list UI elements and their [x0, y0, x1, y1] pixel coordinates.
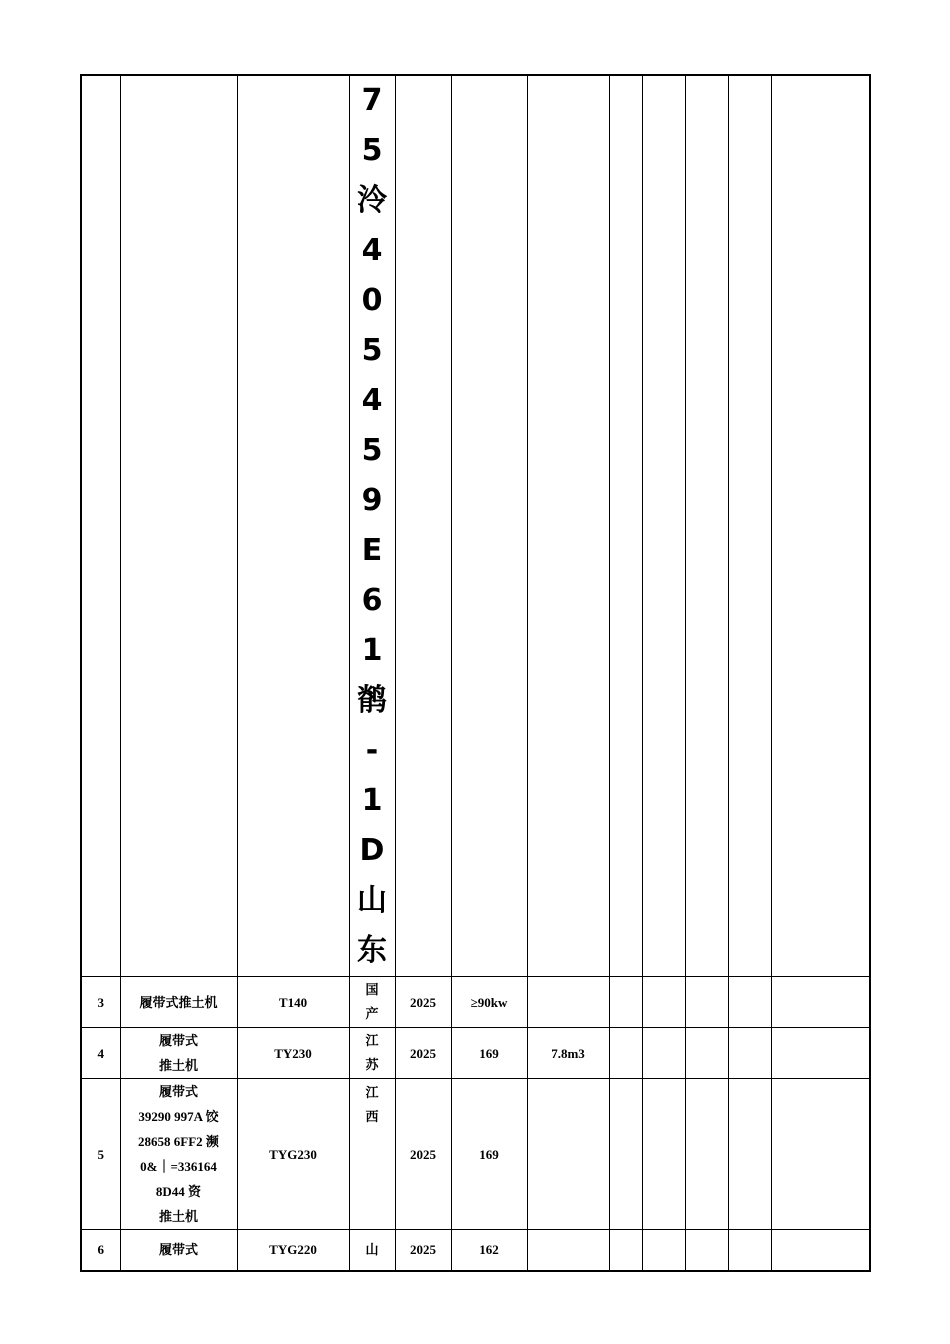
origin-char: 山: [365, 1241, 379, 1257]
vertical-char: 山: [357, 883, 387, 918]
cell-empty: [642, 1028, 685, 1079]
cell-empty: [642, 1079, 685, 1230]
cell-name: [120, 977, 237, 1028]
name-line: 39290 997A 饺: [138, 1109, 219, 1124]
origin-vertical: [350, 978, 395, 1026]
table-row: [81, 1028, 870, 1079]
name-lines: [121, 1237, 237, 1262]
vertical-origin-text: [350, 76, 395, 976]
cell-capacity: [527, 75, 609, 977]
name-lines: [121, 1028, 237, 1078]
cell-origin: [349, 977, 395, 1028]
cell-model: TYG220: [237, 1230, 349, 1271]
cell-origin-vertical: [349, 75, 395, 977]
table-row: [81, 1079, 870, 1230]
name-line: 履带式: [158, 1033, 198, 1048]
origin-char: 西: [365, 1109, 379, 1124]
vertical-char: 1: [361, 783, 383, 818]
vertical-char: 鹡: [357, 683, 387, 718]
cell-model: TYG230: [237, 1079, 349, 1230]
vertical-char: 0: [361, 283, 383, 318]
cell-empty: [771, 1230, 870, 1271]
origin-char: 产: [365, 1006, 379, 1021]
cell-year: 2025: [395, 977, 451, 1028]
name-line: 28658 6FF2 濒: [138, 1134, 219, 1149]
vertical-char: 7: [361, 83, 383, 118]
cell-capacity: 7.8m3: [527, 1028, 609, 1079]
vertical-char: 5: [361, 433, 383, 468]
cell-empty: [685, 1079, 728, 1230]
cell-empty: [685, 1028, 728, 1079]
cell-capacity: [527, 977, 609, 1028]
cell-model: [237, 75, 349, 977]
cell-empty: [609, 1230, 642, 1271]
table-row: [81, 1230, 870, 1271]
cell-empty: [728, 75, 771, 977]
origin-vertical: [350, 1238, 395, 1262]
cell-name: [120, 1079, 237, 1230]
cell-empty: [685, 1230, 728, 1271]
cell-empty: [771, 977, 870, 1028]
origin-char: 江: [365, 1033, 379, 1048]
vertical-char: 4: [361, 233, 383, 268]
name-line: 履带式推土机: [139, 994, 218, 1010]
cell-empty: [609, 75, 642, 977]
cell-no: 4: [81, 1028, 120, 1079]
cell-empty: [728, 1028, 771, 1079]
name-line: 履带式: [158, 1084, 198, 1099]
cell-origin: [349, 1028, 395, 1079]
cell-year: 2025: [395, 1230, 451, 1271]
cell-name: [120, 1230, 237, 1271]
cell-no: 5: [81, 1079, 120, 1230]
origin-char: 苏: [365, 1057, 379, 1072]
cell-power: 162: [451, 1230, 527, 1271]
vertical-char: 6: [361, 583, 383, 618]
cell-empty: [642, 75, 685, 977]
cell-capacity: [527, 1079, 609, 1230]
cell-empty: [771, 1028, 870, 1079]
cell-model: TY230: [237, 1028, 349, 1079]
cell-name: [120, 1028, 237, 1079]
cell-power: [451, 75, 527, 977]
cell-origin: [349, 1230, 395, 1271]
cell-power: ≥90kw: [451, 977, 527, 1028]
cell-empty: [609, 977, 642, 1028]
origin-vertical: [350, 1081, 395, 1129]
origin-vertical: [350, 1029, 395, 1077]
vertical-char: D: [359, 833, 385, 868]
cell-year: 2025: [395, 1079, 451, 1230]
cell-empty: [642, 977, 685, 1028]
cell-no: [81, 75, 120, 977]
vertical-char: 1: [361, 633, 383, 668]
vertical-char: 9: [361, 483, 383, 518]
cell-year: 2025: [395, 1028, 451, 1079]
equipment-table: [80, 74, 871, 1272]
vertical-char: 东: [357, 933, 387, 968]
table-row: [81, 977, 870, 1028]
name-lines: [121, 1079, 237, 1229]
cell-empty: [728, 977, 771, 1028]
origin-char: 江: [365, 1085, 379, 1100]
cell-power: 169: [451, 1028, 527, 1079]
cell-empty: [609, 1028, 642, 1079]
table-row-continued: [81, 75, 870, 977]
cell-origin: [349, 1079, 395, 1230]
cell-empty: [685, 75, 728, 977]
name-line: 推土机: [158, 1058, 198, 1073]
name-lines: [121, 990, 237, 1015]
cell-no: 6: [81, 1230, 120, 1271]
cell-capacity: [527, 1230, 609, 1271]
cell-empty: [728, 1079, 771, 1230]
vertical-char: -: [365, 733, 379, 768]
cell-empty: [728, 1230, 771, 1271]
cell-empty: [771, 1079, 870, 1230]
name-line: 推土机: [158, 1209, 198, 1224]
cell-no: 3: [81, 977, 120, 1028]
name-line: 履带式: [158, 1242, 198, 1258]
cell-empty: [642, 1230, 685, 1271]
name-line: 8D44 资: [155, 1184, 202, 1199]
cell-name: [120, 75, 237, 977]
cell-model: T140: [237, 977, 349, 1028]
vertical-char: 5: [361, 133, 383, 168]
vertical-char: 泠: [357, 183, 387, 218]
vertical-char: 5: [361, 333, 383, 368]
cell-year: [395, 75, 451, 977]
origin-char: 国: [365, 982, 379, 997]
cell-empty: [609, 1079, 642, 1230]
cell-power: 169: [451, 1079, 527, 1230]
cell-empty: [771, 75, 870, 977]
cell-empty: [685, 977, 728, 1028]
vertical-char: 4: [361, 383, 383, 418]
vertical-char: E: [361, 533, 383, 568]
name-line: 0&｜=336164: [140, 1159, 217, 1174]
